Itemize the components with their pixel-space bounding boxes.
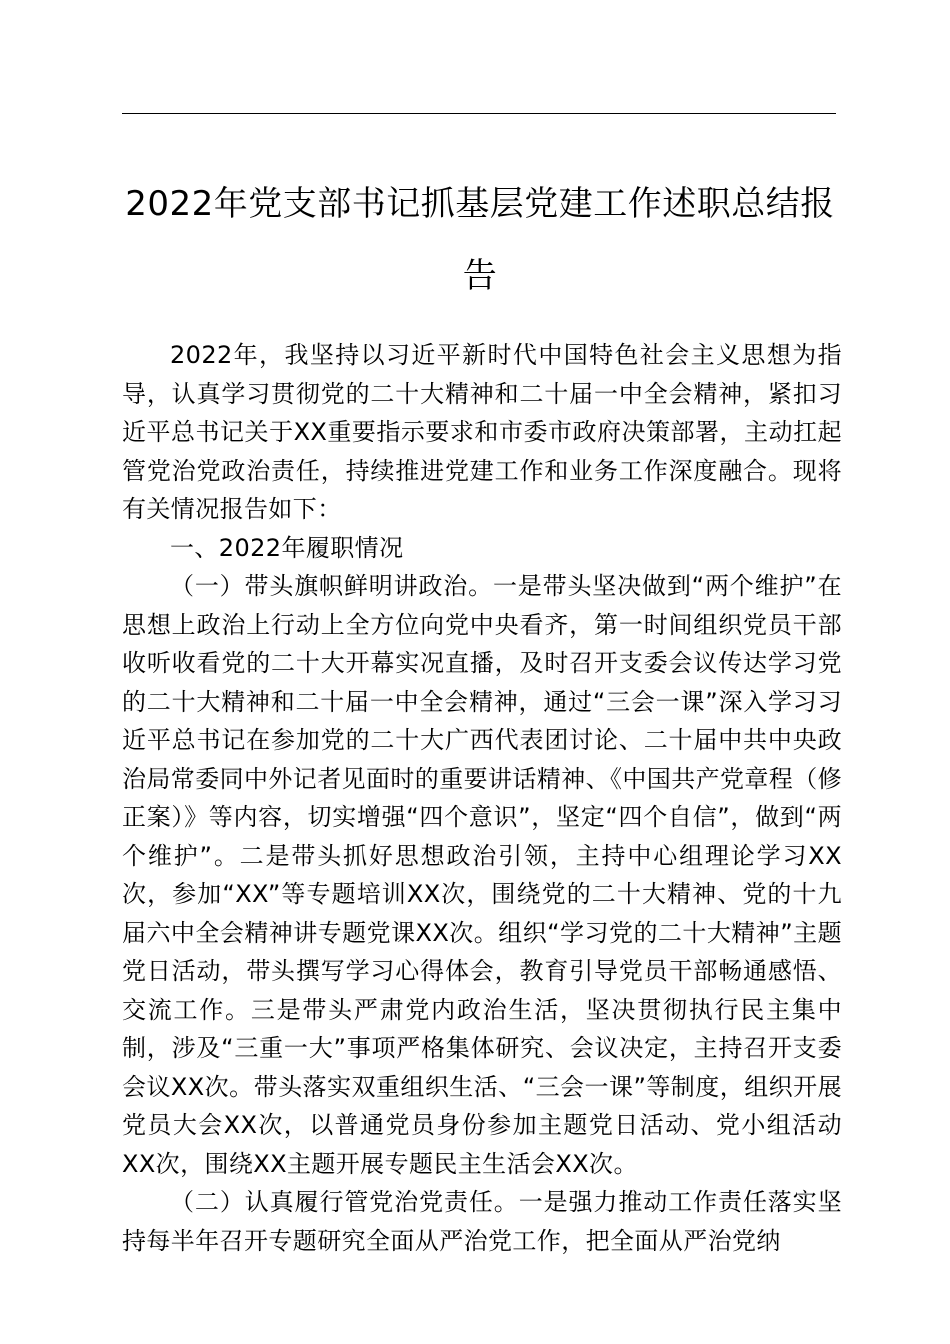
document-title: 2022年党支部书记抓基层党建工作述职总结报告 [125, 184, 835, 296]
header-rule [122, 113, 836, 114]
section-heading-1: 一、2022年履职情况 [170, 533, 404, 562]
document-body [122, 336, 842, 1260]
intro-paragraph: 2022年，我坚持以习近平新时代中国特色社会主义思想为指导，认真学习贯彻党的二十大精神和二十届一中全会精神，紧扣习近平总书记关于XX重要指示要求和市委市政府决策部署，主动扛起管党治党政治责任，持续推进党建工作和业务工作深度融合。现将有关情况报告如下： [122, 341, 842, 523]
subsection-paragraph-2: （二）认真履行管党治党责任。一是强力推动工作责任落实坚持每半年召开专题研究全面从严治党工作，把全面从严治党纳 [122, 1188, 842, 1255]
subsection-paragraph-1: （一）带头旗帜鲜明讲政治。一是带头坚决做到“两个维护”在思想上政治上行动上全方位向党中央看齐，第一时间组织党员干部收听收看党的二十大开幕实况直播，及时召开支委会议传达学习党的二十大精神和二十届一中全会精神，通过“三会一课”深入学习习近平总书记在参加党的二十大广西代表团讨论、二十届中共中央政治局常委同中外记者见面时的重要讲话精神、《中国共产党章程（修正案）》等内容，切实增强“四个意识”，坚定“四个自信”，做到“两个维护”。二是带头抓好思想政治引领，主持中心组理论学习XX次，参加“XX”等专题培训XX次，围绕党的二十大精神、党的十九届六中全会精神讲专题党课XX次。组织“学习党的二十大精神”主题党日活动，带头撰写学习心得体会，教育引导党员干部畅通感悟、交流工作。三是带头严肃党内政治生活，坚决贯彻执行民主集中制，涉及“三重一大”事项严格集体研究、会议决定，主持召开支委会议XX次。带头落实双重组织生活、“三会一课”等制度，组织开展党员大会XX次，以普通党员身份参加主题党日活动、党小组活动XX次，围绕XX主题开展专题民主生活会XX次。 [122, 572, 842, 1178]
